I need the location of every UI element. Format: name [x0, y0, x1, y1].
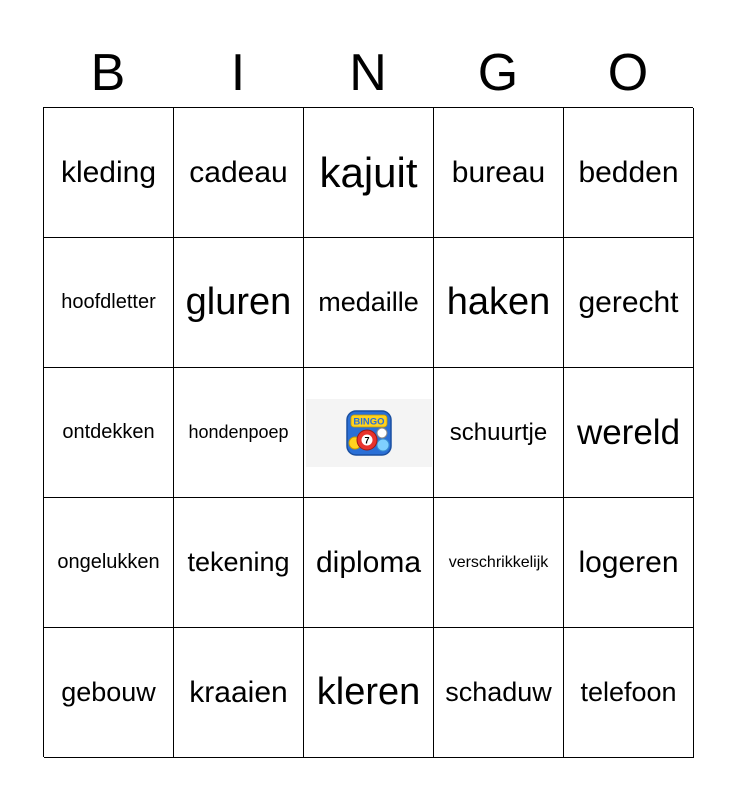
cell-word: tekening — [187, 547, 290, 577]
bingo-cell[interactable] — [304, 498, 434, 628]
bingo-cell[interactable] — [564, 108, 694, 238]
bingo-logo-icon — [345, 409, 393, 457]
cell-word: medaille — [318, 287, 419, 317]
bingo-cell[interactable] — [434, 108, 564, 238]
bingo-cell[interactable] — [304, 628, 434, 758]
cell-word: schuurtje — [449, 418, 548, 446]
bingo-header — [43, 40, 693, 106]
bingo-cell[interactable] — [44, 108, 174, 238]
cell-word: ongelukken — [57, 551, 160, 573]
cell-word: telefoon — [580, 677, 677, 707]
header-letter-i: I — [230, 44, 246, 102]
header-letter-n: N — [349, 44, 387, 102]
cell-word: ontdekken — [62, 421, 155, 443]
bingo-cell[interactable] — [174, 238, 304, 368]
cell-word: schaduw — [445, 677, 552, 707]
bingo-cell[interactable] — [44, 498, 174, 628]
bingo-cell[interactable] — [434, 628, 564, 758]
cell-word: logeren — [578, 545, 679, 579]
bingo-cell[interactable] — [44, 238, 174, 368]
cell-word: wereld — [576, 412, 681, 452]
bingo-cell[interactable] — [564, 498, 694, 628]
cell-word: kajuit — [319, 148, 418, 196]
bingo-free-space[interactable] — [304, 368, 434, 498]
bingo-cell[interactable] — [174, 368, 304, 498]
cell-word: kleding — [60, 155, 157, 189]
cell-word: bureau — [451, 155, 546, 189]
logo-text: BINGO — [352, 416, 385, 427]
bingo-cell[interactable] — [564, 238, 694, 368]
bingo-cell[interactable] — [44, 368, 174, 498]
cell-word: hoofdletter — [61, 291, 156, 313]
cell-word: haken — [446, 281, 551, 323]
bingo-cell[interactable] — [564, 368, 694, 498]
bingo-card-grid — [43, 107, 693, 757]
bingo-cell[interactable] — [174, 498, 304, 628]
bingo-cell[interactable] — [174, 628, 304, 758]
cell-word: gebouw — [61, 677, 156, 707]
ball-number: 7 — [363, 435, 370, 445]
header-letter-b: B — [90, 44, 126, 102]
cell-word: gluren — [185, 281, 292, 323]
cell-word: cadeau — [189, 155, 288, 189]
bingo-cell[interactable] — [434, 368, 564, 498]
cell-word: diploma — [315, 545, 422, 579]
header-letter-g: G — [477, 44, 519, 102]
free-space-background — [306, 399, 432, 467]
header-letter-o: O — [607, 44, 649, 102]
bingo-cell[interactable] — [174, 108, 304, 238]
cell-word: bedden — [578, 155, 679, 189]
bingo-cell[interactable] — [44, 628, 174, 758]
cell-word: gerecht — [578, 285, 679, 319]
cell-word: hondenpoep — [188, 422, 289, 442]
bingo-cell[interactable] — [434, 498, 564, 628]
bingo-cell[interactable] — [304, 108, 434, 238]
bingo-cell[interactable] — [434, 238, 564, 368]
bingo-cell[interactable] — [304, 238, 434, 368]
cell-word: kleren — [316, 671, 421, 713]
bingo-cell[interactable] — [564, 628, 694, 758]
cell-word: verschrikkelijk — [448, 553, 549, 571]
cell-word: kraaien — [189, 675, 288, 709]
